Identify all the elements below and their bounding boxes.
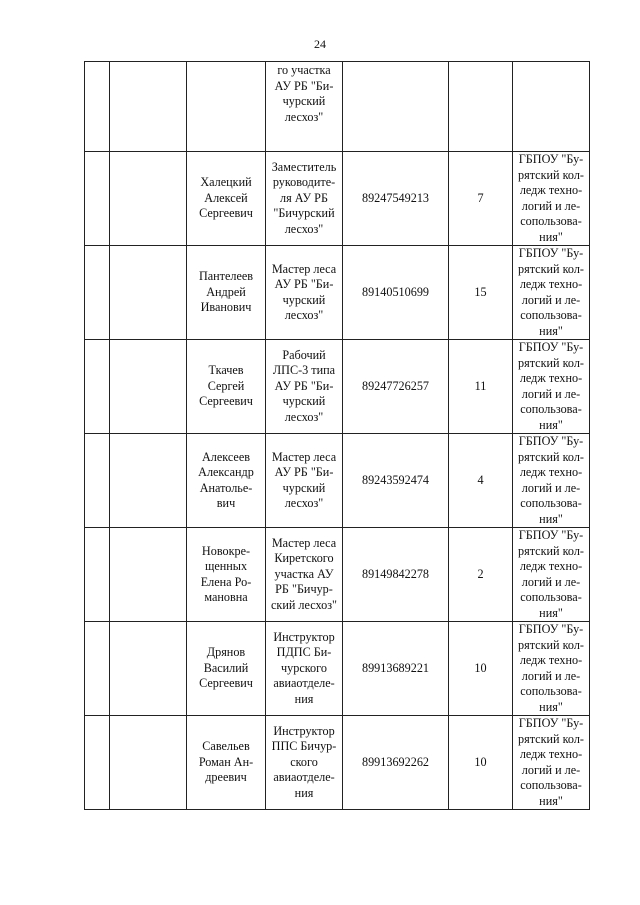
phone-cell: 89913692262 bbox=[343, 716, 449, 810]
experience-cell: 4 bbox=[449, 434, 513, 528]
name-cell: Халецкий Алексей Сергеевич bbox=[187, 152, 266, 246]
experience-cell: 15 bbox=[449, 246, 513, 340]
institution-cell: ГБПОУ "Бу- рятский кол- ледж техно- логий и ле- сопользова- ния" bbox=[513, 528, 590, 622]
region-cell bbox=[110, 434, 187, 528]
institution-cell: ГБПОУ "Бу- рятский кол- ледж техно- логий и ле- сопользова- ния" bbox=[513, 434, 590, 528]
phone-cell: 89247726257 bbox=[343, 340, 449, 434]
experience-cell bbox=[449, 62, 513, 152]
position-cell: го участка АУ РБ "Би- чурский лесхоз" bbox=[266, 62, 343, 152]
phone-cell: 89140510699 bbox=[343, 246, 449, 340]
index-cell bbox=[85, 716, 110, 810]
institution-cell: ГБПОУ "Бу- рятский кол- ледж техно- логий и ле- сопользова- ния" bbox=[513, 716, 590, 810]
position-cell: Инструктор ПДПС Би- чурского авиаотделе- ния bbox=[266, 622, 343, 716]
region-cell bbox=[110, 528, 187, 622]
region-cell bbox=[110, 716, 187, 810]
index-cell bbox=[85, 152, 110, 246]
table-row bbox=[85, 340, 590, 434]
table-row-continuation bbox=[85, 62, 590, 152]
position-cell: Мастер леса Киретского участка АУ РБ "Бичур- ский лесхоз" bbox=[266, 528, 343, 622]
institution-cell bbox=[513, 62, 590, 152]
table-row bbox=[85, 622, 590, 716]
index-cell bbox=[85, 246, 110, 340]
staff-table bbox=[84, 61, 590, 810]
table-row bbox=[85, 528, 590, 622]
phone-cell: 89149842278 bbox=[343, 528, 449, 622]
experience-cell: 10 bbox=[449, 716, 513, 810]
index-cell bbox=[85, 528, 110, 622]
name-cell bbox=[187, 62, 266, 152]
name-cell: Пантелеев Андрей Иванович bbox=[187, 246, 266, 340]
page-number: 24 bbox=[314, 37, 326, 51]
region-cell bbox=[110, 622, 187, 716]
position-cell: Рабочий ЛПС-3 типа АУ РБ "Би- чурский лесхоз" bbox=[266, 340, 343, 434]
phone-cell: 89243592474 bbox=[343, 434, 449, 528]
phone-cell bbox=[343, 62, 449, 152]
phone-cell: 89913689221 bbox=[343, 622, 449, 716]
table-row bbox=[85, 434, 590, 528]
name-cell: Дрянов Василий Сергеевич bbox=[187, 622, 266, 716]
experience-cell: 11 bbox=[449, 340, 513, 434]
region-cell bbox=[110, 340, 187, 434]
table-row bbox=[85, 716, 590, 810]
position-cell: Заместитель руководите- ля АУ РБ "Бичурский лесхоз" bbox=[266, 152, 343, 246]
table-row bbox=[85, 246, 590, 340]
index-cell bbox=[85, 622, 110, 716]
region-cell bbox=[110, 246, 187, 340]
experience-cell: 2 bbox=[449, 528, 513, 622]
region-cell bbox=[110, 62, 187, 152]
index-cell bbox=[85, 62, 110, 152]
experience-cell: 7 bbox=[449, 152, 513, 246]
institution-cell: ГБПОУ "Бу- рятский кол- ледж техно- логий и ле- сопользова- ния" bbox=[513, 340, 590, 434]
position-cell: Мастер леса АУ РБ "Би- чурский лесхоз" bbox=[266, 246, 343, 340]
position-cell: Мастер леса АУ РБ "Би- чурский лесхоз" bbox=[266, 434, 343, 528]
phone-cell: 89247549213 bbox=[343, 152, 449, 246]
table-row bbox=[85, 152, 590, 246]
index-cell bbox=[85, 340, 110, 434]
institution-cell: ГБПОУ "Бу- рятский кол- ледж техно- логий и ле- сопользова- ния" bbox=[513, 152, 590, 246]
region-cell bbox=[110, 152, 187, 246]
position-cell: Инструктор ППС Бичур- ского авиаотделе- ния bbox=[266, 716, 343, 810]
name-cell: Савельев Роман Ан- дреевич bbox=[187, 716, 266, 810]
institution-cell: ГБПОУ "Бу- рятский кол- ледж техно- логий и ле- сопользова- ния" bbox=[513, 246, 590, 340]
experience-cell: 10 bbox=[449, 622, 513, 716]
name-cell: Новокре- щенных Елена Ро- мановна bbox=[187, 528, 266, 622]
index-cell bbox=[85, 434, 110, 528]
name-cell: Ткачев Сергей Сергеевич bbox=[187, 340, 266, 434]
name-cell: Алексеев Александр Анатолье- вич bbox=[187, 434, 266, 528]
institution-cell: ГБПОУ "Бу- рятский кол- ледж техно- логий и ле- сопользова- ния" bbox=[513, 622, 590, 716]
